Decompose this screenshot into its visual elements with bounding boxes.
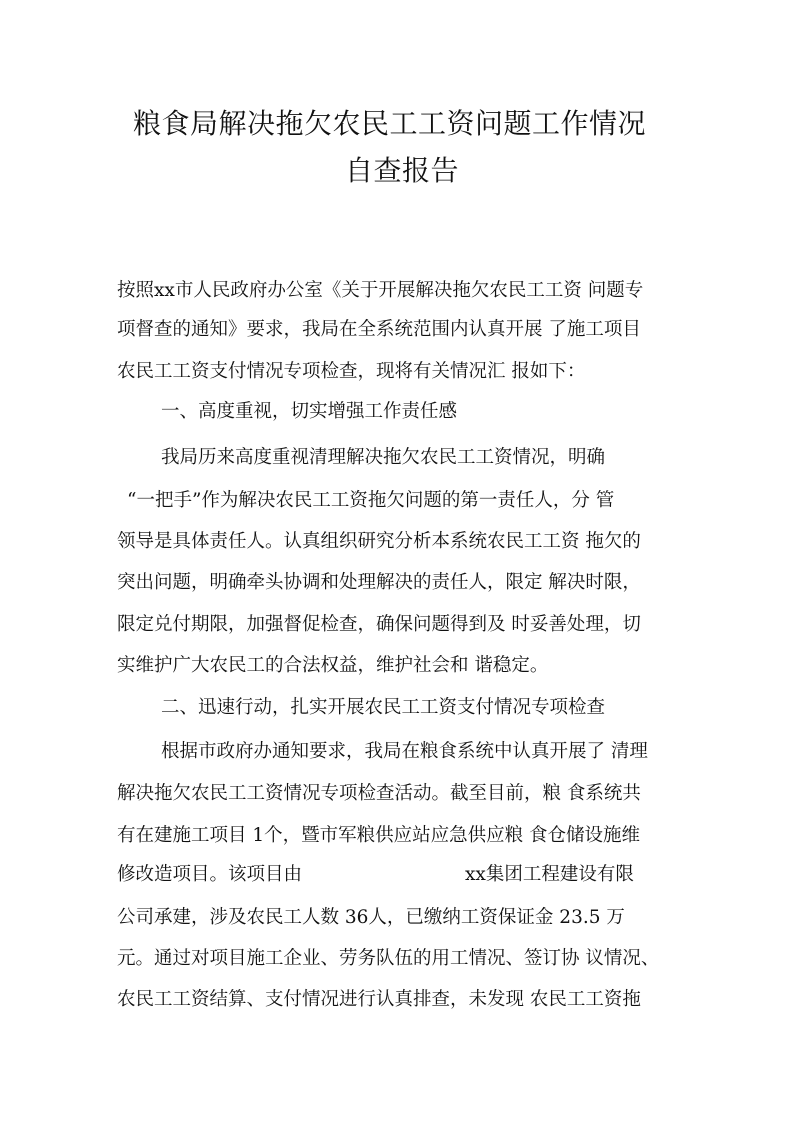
paragraph-line: 项督查的通知》要求，我局在全系统范围内认真开展 了施工项目 <box>117 319 641 340</box>
paragraph-line: 按照xx市人民政府办公室《关于开展解决拖欠农民工工资 问题专 <box>117 280 644 301</box>
paragraph-line: 公司承建，涉及农民工人数 36人，已缴纳工资保证金 23.5 万 <box>117 907 625 928</box>
paragraph-line: 修改造项目。该项目由 <box>117 864 303 885</box>
paragraph-line: xx集团工程建设有限 <box>465 864 634 885</box>
paragraph-line: 元。通过对项目施工企业、劳务队伍的用工情况、签订协 议情况、 <box>117 948 660 969</box>
paragraph-line: 解决拖欠农民工工资情况专项检查活动。截至目前，粮 食系统共 <box>117 783 641 804</box>
paragraph-line: 农民工工资支付情况专项检查，现将有关情况汇 报如下： <box>117 361 586 382</box>
paragraph-line: 我局历来高度重视清理解决拖欠农民工工资情况，明确 <box>161 447 606 468</box>
paragraph-line: 限定兑付期限，加强督促检查，确保问题得到及 时妥善处理，切 <box>117 614 641 635</box>
paragraph-line: 有在建施工项目 1个，暨市军粮供应站应急供应粮 食仓储设施维 <box>117 825 641 846</box>
paragraph-line: 领导是具体责任人。认真组织研究分析本系统农民工工资 拖欠的 <box>117 531 641 552</box>
paragraph-line: 实维护广大农民工的合法权益，维护社会和 谐稳定。 <box>117 655 549 676</box>
section-heading: 一、高度重视，切实增强工作责任感 <box>161 401 458 422</box>
document-title: 粮食局解决拖欠农民工工资问题工作情况 <box>133 107 647 140</box>
document-subtitle: 自查报告 <box>345 154 460 187</box>
paragraph-line: 根据市政府办通知要求，我局在粮食系统中认真开展了 清理 <box>161 741 648 762</box>
paragraph-line: 农民工工资结算、支付情况进行认真排查，未发现 农民工工资拖 <box>117 989 641 1010</box>
paragraph-line: “一把手”作为解决农民工工资拖欠问题的第一责任人，分 管 <box>127 490 615 511</box>
paragraph-line: 突出问题，明确牵头协调和处理解决的责任人，限定 解决时限， <box>117 572 641 593</box>
section-heading: 二、迅速行动，扎实开展农民工工资支付情况专项检查 <box>161 697 606 718</box>
